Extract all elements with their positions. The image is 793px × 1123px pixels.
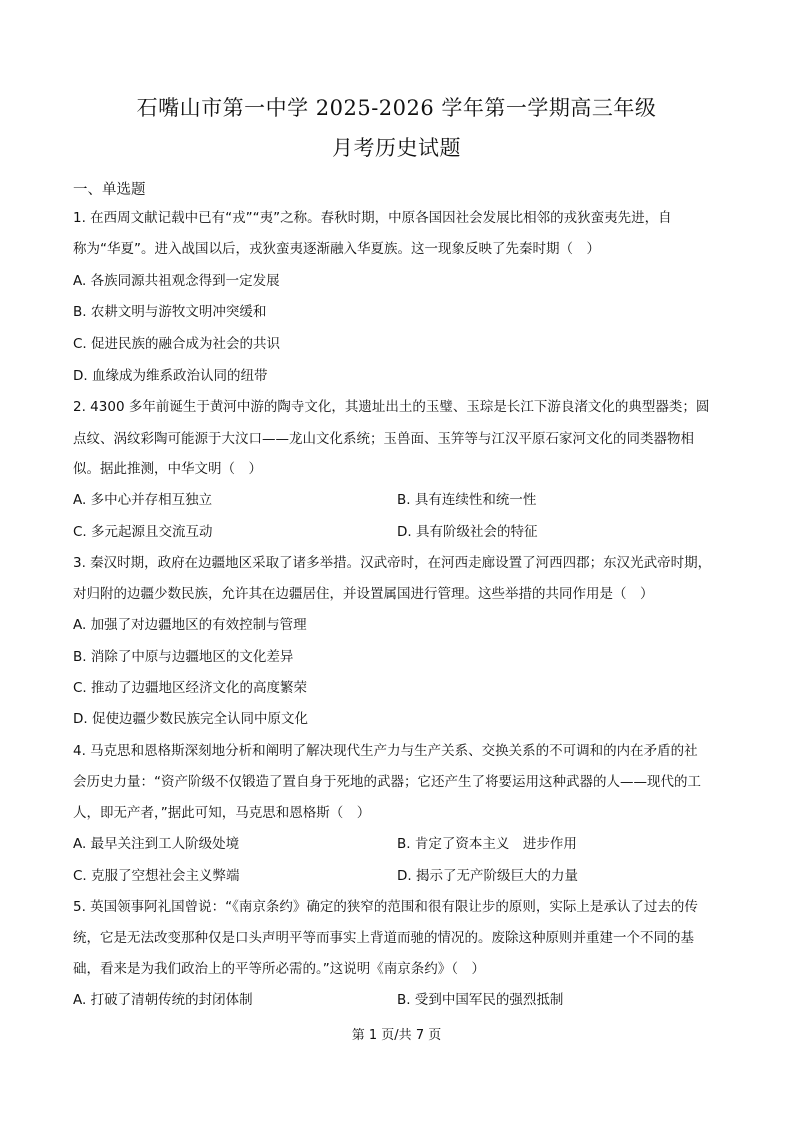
question-3-stem-line-2: 对归附的边疆少数民族，允许其在边疆居住，并设置属国进行管理。这些举措的共同作用是（ ） [73, 586, 654, 602]
section-heading: 一、单选题 [73, 182, 146, 198]
question-4-stem-line-2: 会历史力量：“资产阶级不仅锻造了置自身于死地的武器；它还产生了将要运用这种武器的人——现代的工 [73, 774, 701, 790]
question-2-stem-line-1: 2. 4300 多年前诞生于黄河中游的陶寺文化，其遗址出土的玉璧、玉琮是长江下游良渚文化的典型器类；圆 [73, 399, 710, 415]
question-2-stem-line-3: 似。据此推测，中华文明（ ） [73, 461, 262, 477]
question-1-stem-line-1: 1. 在西周文献记载中已有“戎”“夷”之称。春秋时期，中原各国因社会发展比相邻的戎狄蛮夷先进，自 [73, 210, 672, 226]
question-2-stem-line-2: 点纹、涡纹彩陶可能源于大汶口——龙山文化系统；玉兽面、玉笄等与江汉平原石家河文化的同类器物相 [73, 431, 694, 447]
question-4-stem-line-3: 人，即无产者，”据此可知，马克思和恩格斯（ ） [73, 805, 371, 821]
question-5-stem-line-2: 统，它是无法改变那种仅是口头声明平等而事实上背道而驰的情况的。废除这种原则并重建一个不同的基 [73, 930, 694, 946]
question-3-option-c: C. 推动了边疆地区经济文化的高度繁荣 [73, 680, 308, 696]
question-2-option-a: A. 多中心并存相互独立 [73, 492, 213, 508]
question-5-stem-line-3: 础，看来是为我们政治上的平等所必需的。”这说明《南京条约》（ ） [73, 961, 485, 977]
question-2-option-d: D. 具有阶级社会的特征 [397, 524, 538, 540]
question-4-option-b: B. 肯定了资本主义 进步作用 [397, 836, 577, 852]
question-5-option-b: B. 受到中国军民的强烈抵制 [397, 992, 564, 1008]
question-3-option-b: B. 消除了中原与边疆地区的文化差异 [73, 649, 294, 665]
question-3-option-a: A. 加强了对边疆地区的有效控制与管理 [73, 617, 307, 633]
question-2-option-b: B. 具有连续性和统一性 [397, 492, 537, 508]
question-4-option-d: D. 揭示了无产阶级巨大的力量 [397, 868, 578, 884]
question-1-option-d: D. 血缘成为维系政治认同的纽带 [73, 368, 268, 384]
question-1-option-a: A. 各族同源共祖观念得到一定发展 [73, 273, 280, 289]
question-1-option-b: B. 农耕文明与游牧文明冲突缓和 [73, 304, 267, 320]
question-5-option-a: A. 打破了清朝传统的封闭体制 [73, 992, 253, 1008]
question-4-stem-line-1: 4. 马克思和恩格斯深刻地分析和阐明了解决现代生产力与生产关系、交换关系的不可调和的内在矛盾的社 [73, 743, 698, 759]
question-3-stem-line-1: 3. 秦汉时期，政府在边疆地区采取了诸多举措。汉武帝时，在河西走廊设置了河西四郡；东汉光武帝时期， [73, 555, 712, 571]
question-1-option-c: C. 促进民族的融合成为社会的共识 [73, 336, 281, 352]
page-number: 第 1 页/共 7 页 [351, 1028, 442, 1043]
exam-subtitle: 月考历史试题 [332, 136, 461, 160]
question-1-stem-line-2: 称为“华夏”。进入战国以后，戎狄蛮夷逐渐融入华夏族。这一现象反映了先秦时期（ ） [73, 241, 600, 257]
question-5-stem-line-1: 5. 英国领事阿礼国曾说：“《南京条约》确定的狭窄的范围和很有限让步的原则，实际上是承认了过去的传 [73, 899, 698, 915]
exam-title: 石嘴山市第一中学 2025-2026 学年第一学期高三年级 [136, 96, 657, 120]
question-2-option-c: C. 多元起源且交流互动 [73, 524, 213, 540]
question-3-option-d: D. 促使边疆少数民族完全认同中原文化 [73, 711, 308, 727]
question-4-option-c: C. 克服了空想社会主义弊端 [73, 868, 240, 884]
question-4-option-a: A. 最早关注到工人阶级处境 [73, 836, 240, 852]
